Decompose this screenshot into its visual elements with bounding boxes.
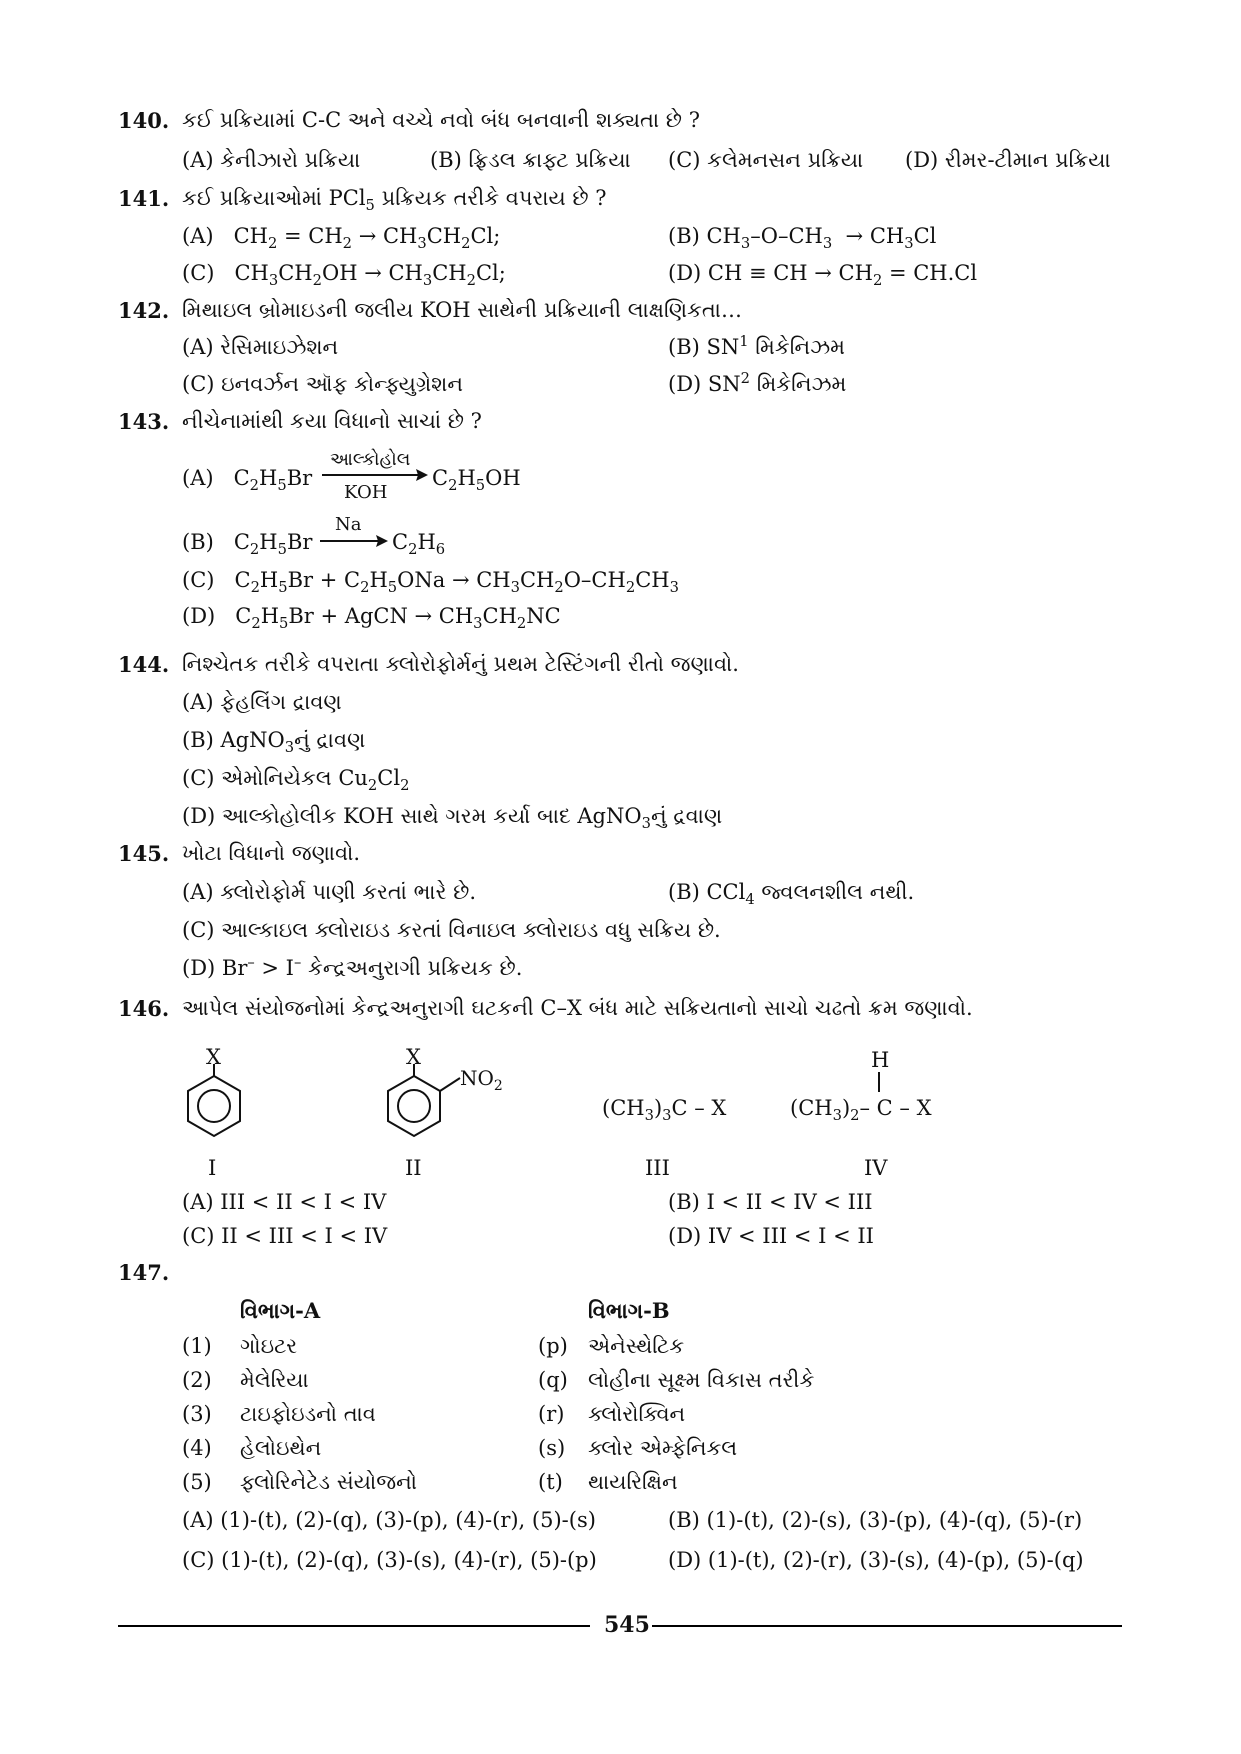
option-d: (D) Br– > I– કેન્દ્રઅનુરાગી પ્રક્રિયક છે. [182, 954, 523, 980]
question-number: 142. [118, 298, 170, 323]
structure-label: III [645, 1156, 670, 1180]
option-c: (C) એમોનિયેકલ $Cu_2Cl_2$ [182, 766, 410, 795]
row-number: (4) [182, 1436, 212, 1460]
substituent-x: X [406, 1045, 421, 1069]
column-b-item: એનેસ્થેટિક [588, 1334, 685, 1358]
option-b: (B) I < II < IV < III [668, 1190, 873, 1214]
option-a: (A) રેસિમાઇઝેશન [182, 335, 339, 359]
arrow-label-above: આલ્કોહોલ [330, 449, 411, 470]
option-b: (B) $CH_3-O-CH_3 \to CH_3Cl$ [668, 224, 937, 253]
option-d: (D) CH ≡ CH → $CH_2 = CH.Cl$ [668, 261, 978, 290]
option-b: (B) $SN^1$ મિકેનિઝમ [668, 333, 845, 359]
question-text: કઈ પ્રક્રિયામાં C-C અને વચ્ચે નવો બંધ બનવાની શક્યતા છે ? [182, 108, 700, 132]
row-letter: (s) [538, 1436, 566, 1460]
structure-formula: $(CH_3)_2-$ C – X [790, 1096, 932, 1125]
option-d: (D) રીમર-ટીમાન પ્રક્રિયા [905, 148, 1111, 172]
benzene-ring-icon [180, 1064, 250, 1144]
reaction-arrow-icon [320, 468, 430, 482]
column-a-item: ફ્લોરિનેટેડ સંયોજનો [240, 1470, 417, 1494]
row-number: (5) [182, 1470, 212, 1494]
question-number: 145. [118, 841, 170, 866]
row-number: (3) [182, 1402, 212, 1426]
column-b-item: ક્લોરોક્વિન [588, 1402, 686, 1426]
option-d: (D) IV < III < I < II [668, 1224, 874, 1248]
option-c: (C) ઇનવર્ઝન ઑફ કોન્ફ્યુગ્રેશન [182, 372, 464, 396]
question-text: મિથાઇલ બ્રોમાઇડની જલીય KOH સાથેની પ્રક્રિયાની લાક્ષણિકતા… [182, 298, 742, 322]
option-d: (D) $SN^2$ મિકેનિઝમ [668, 370, 847, 396]
option-c: (C) આલ્કાઇલ ક્લોરાઇડ કરતાં વિનાઇલ ક્લોરાઇડ વધુ સક્રિય છે. [182, 918, 721, 942]
column-a-item: ટાઇફોઇડનો તાવ [240, 1402, 376, 1426]
option-a: (A) ફેહલિંગ દ્રાવણ [182, 690, 342, 714]
option-b: (B) $C_2H_5Br$ [182, 530, 313, 559]
option-a: (A) કેનીઝારો પ્રક્રિયા [182, 148, 361, 172]
row-number: (1) [182, 1334, 212, 1358]
column-header-b: વિભાગ-B [588, 1298, 670, 1323]
reaction-product: $C_2H_5OH$ [432, 466, 521, 495]
option-a: (A) (1)-(t), (2)-(q), (3)-(p), (4)-(r), (5)-(s) [182, 1508, 596, 1532]
option-c: (C) (1)-(t), (2)-(q), (3)-(s), (4)-(r), (5)-(p) [182, 1548, 597, 1572]
option-c: (C) $CH_3CH_2OH \to CH_3CH_2Cl$; [182, 261, 506, 290]
footer-rule-left [118, 1625, 590, 1627]
option-a: (A) $CH_2 = CH_2 \to CH_3CH_2Cl$; [182, 224, 501, 253]
question-number: 140. [118, 108, 170, 133]
question-text: આપેલ સંયોજનોમાં કેન્દ્રઅનુરાગી ઘટકની C–X બંધ માટે સક્રિયતાનો સાચો ચઢતો ક્રમ જણાવો. [182, 996, 973, 1020]
question-number: 144. [118, 652, 170, 677]
substituent-x: X [206, 1045, 221, 1069]
column-b-item: લોહીના સૂક્ષ્મ વિકાસ તરીકે [588, 1368, 815, 1392]
column-a-item: ગોઇટર [240, 1334, 298, 1358]
column-a-item: હેલોઇથેન [240, 1436, 322, 1460]
structure-label: IV [864, 1156, 888, 1180]
column-header-a: વિભાગ-A [240, 1298, 321, 1323]
option-b: (B) ફ્રિડલ ક્રાફ્ટ પ્રક્રિયા [430, 148, 631, 172]
arrow-label-above: Na [335, 514, 362, 535]
hydrogen-atom: H [871, 1048, 890, 1072]
question-text: ખોટા વિધાનો જણાવો. [182, 841, 361, 865]
page-number: 545 [604, 1612, 650, 1638]
option-c: (C) કલેમનસન પ્રક્રિયા [668, 148, 864, 172]
reaction-product: $C_2H_6$ [392, 530, 446, 559]
reaction-arrow-icon [318, 534, 390, 548]
question-number: 146. [118, 996, 170, 1021]
option-b: (B) (1)-(t), (2)-(s), (3)-(p), (4)-(q), (5)-(r) [668, 1508, 1083, 1532]
row-number: (2) [182, 1368, 212, 1392]
nitro-group: $NO_2$ [460, 1066, 503, 1094]
structure-formula: $(CH_3)_3C$ – X [602, 1096, 727, 1125]
question-text: નીચેનામાંથી કયા વિધાનો સાચાં છે ? [182, 409, 482, 433]
option-b: (B) CCl$_4$ જ્વલનશીલ નથી. [668, 880, 915, 909]
option-c: (C) II < III < I < IV [182, 1224, 388, 1248]
option-a: (A) ક્લોરોફોર્મ પાણી કરતાં ભારે છે. [182, 880, 477, 904]
row-letter: (p) [538, 1334, 568, 1358]
footer-rule-right [652, 1625, 1122, 1627]
structure-label: II [405, 1156, 422, 1180]
column-b-item: થાયરિક્ષિન [588, 1470, 678, 1494]
option-b: (B) AgNO$_3$નું દ્રાવણ [182, 728, 366, 757]
question-number: 147. [118, 1260, 170, 1285]
question-text: નિશ્ચેતક તરીકે વપરાતા ક્લોરોફોર્મનું પ્રથમ ટેસ્ટિંગની રીતો જણાવો. [182, 652, 739, 676]
nitrobenzene-ring-icon [380, 1064, 470, 1144]
row-letter: (t) [538, 1470, 563, 1494]
option-c: (C) $C_2H_5Br + C_2H_5ONa \to CH_3CH_2O-CH_2CH_3$ [182, 568, 679, 597]
question-number: 143. [118, 409, 170, 434]
column-a-item: મેલેરિયા [240, 1368, 309, 1392]
question-text: કઈ પ્રક્રિયાઓમાં PCl$_5$ પ્રક્રિયક તરીકે વપરાય છે ? [182, 186, 607, 215]
option-d: (D) (1)-(t), (2)-(r), (3)-(s), (4)-(p), (5)-(q) [668, 1548, 1084, 1572]
option-d: (D) આલ્કોહોલીક KOH સાથે ગરમ કર્યા બાદ AgNO$_3$નું દ્રવાણ [182, 804, 723, 833]
option-d: (D) $C_2H_5Br$ + AgCN → $CH_3CH_2NC$ [182, 604, 561, 633]
option-a: (A) $C_2H_5Br$ [182, 466, 313, 495]
structure-label: I [208, 1156, 217, 1180]
row-letter: (q) [538, 1368, 568, 1392]
question-number: 141. [118, 186, 170, 211]
column-b-item: ક્લોર એમ્ફેનિકલ [588, 1436, 738, 1460]
arrow-label-below: KOH [344, 482, 388, 503]
option-a: (A) III < II < I < IV [182, 1190, 387, 1214]
bond-line-icon [876, 1072, 886, 1094]
row-letter: (r) [538, 1402, 565, 1426]
